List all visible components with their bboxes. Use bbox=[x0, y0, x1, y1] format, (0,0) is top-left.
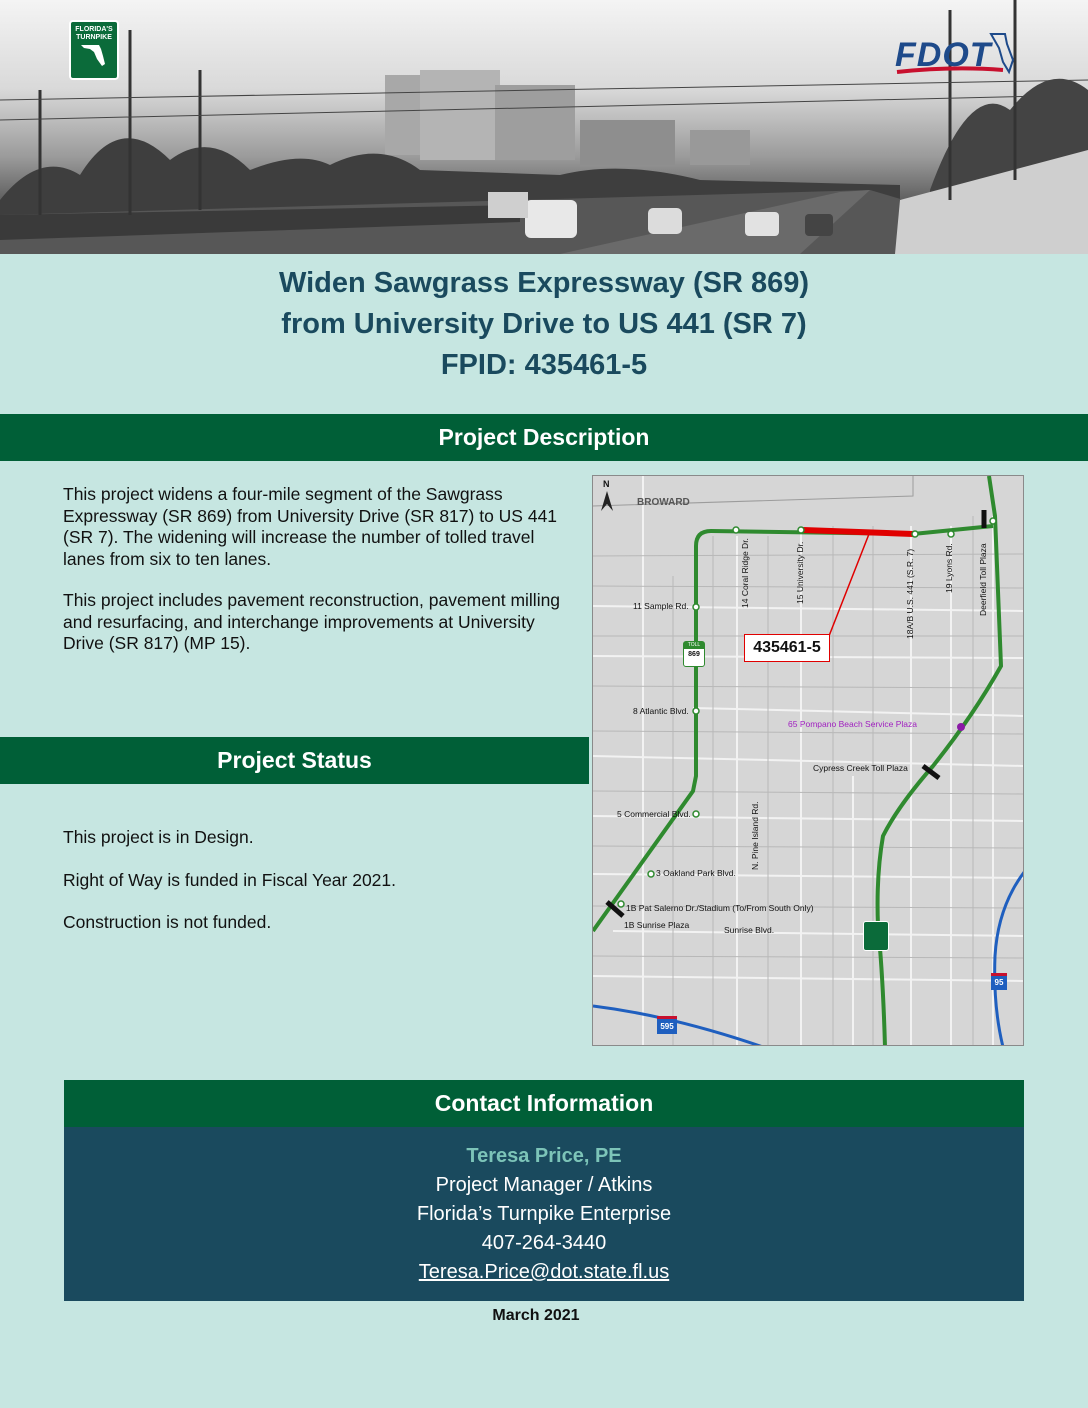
north-label: N bbox=[603, 479, 610, 489]
contact-name: Teresa Price, PE bbox=[466, 1145, 622, 1167]
label-atlantic: 8 Atlantic Blvd. bbox=[633, 706, 689, 716]
title-line-3: FPID: 435461-5 bbox=[440, 349, 648, 381]
header-photo bbox=[0, 0, 1088, 254]
page-title bbox=[0, 263, 1088, 386]
contact-panel bbox=[64, 1127, 1024, 1301]
contact-phone: 407-264-3440 bbox=[481, 1232, 607, 1254]
turnpike-logo bbox=[69, 20, 119, 80]
status-construction: Construction is not funded. bbox=[63, 912, 272, 932]
status-design: This project is in Design. bbox=[63, 827, 254, 847]
label-sunrise-plaza: 1B Sunrise Plaza bbox=[624, 920, 690, 930]
turnpike-logo-text: FLORIDA'S TURNPIKE bbox=[75, 26, 113, 41]
map-roads bbox=[593, 476, 1024, 1046]
label-coral-ridge: 14 Coral Ridge Dr. bbox=[740, 538, 750, 608]
label-pompano: 65 Pompano Beach Service Plaza bbox=[788, 719, 917, 729]
sr869-shield-top: TOLL bbox=[684, 642, 704, 649]
project-callout: 435461-5 bbox=[744, 634, 830, 662]
description-paragraph-2: This project includes pavement reconstruction, pavement milling and resurfacing, and interchange improvements at University Drive (SR 817) (MP 15). bbox=[63, 590, 561, 653]
project-description-heading: Project Description bbox=[0, 414, 1088, 461]
label-salerno: 1B Pat Salerno Dr./Stadium (To/From South Only) bbox=[626, 903, 814, 913]
turnpike-shield-icon bbox=[863, 921, 889, 951]
sr869-shield-number: 869 bbox=[688, 651, 700, 658]
label-deerfield: Deerfield Toll Plaza bbox=[978, 543, 988, 616]
contact-role: Project Manager / Atkins bbox=[435, 1174, 653, 1196]
description-paragraph-1: This project widens a four-mile segment of the Sawgrass Expressway (SR 869) from University Drive (SR 817) to US 441 (SR 7). The widening will increase the number of tolled travel lanes from six to ten lanes. bbox=[63, 484, 558, 569]
status-right-of-way: Right of Way is funded in Fiscal Year 2021. bbox=[63, 870, 397, 890]
fdot-swoosh-icon bbox=[893, 30, 1018, 80]
title-line-2: from University Drive to US 441 (SR 7) bbox=[281, 308, 807, 340]
contact-organization: Florida’s Turnpike Enterprise bbox=[416, 1203, 672, 1225]
label-oakland: 3 Oakland Park Blvd. bbox=[656, 868, 736, 878]
north-arrow-icon bbox=[601, 491, 613, 511]
project-location-map bbox=[592, 475, 1024, 1046]
i95-shield: 95 bbox=[991, 973, 1007, 990]
contact-heading: Contact Information bbox=[64, 1080, 1024, 1127]
label-sunrise-blvd: Sunrise Blvd. bbox=[724, 925, 775, 935]
label-pine-island: N. Pine Island Rd. bbox=[750, 801, 760, 870]
label-lyons: 19 Lyons Rd. bbox=[944, 543, 954, 593]
florida-shape-icon bbox=[79, 42, 109, 68]
publication-date: March 2021 bbox=[492, 1307, 580, 1324]
label-us441: 18A/B U.S. 441 (S.R. 7) bbox=[905, 548, 915, 639]
county-label: BROWARD bbox=[637, 497, 690, 508]
project-status-heading: Project Status bbox=[0, 737, 589, 784]
fdot-logo-text: FDOT bbox=[895, 36, 992, 74]
label-university: 15 University Dr. bbox=[795, 541, 805, 604]
label-sample: 11 Sample Rd. bbox=[633, 601, 689, 611]
label-commercial: 5 Commercial Blvd. bbox=[617, 809, 691, 819]
contact-email-link[interactable]: Teresa.Price@dot.state.fl.us bbox=[418, 1261, 670, 1283]
title-line-1: Widen Sawgrass Expressway (SR 869) bbox=[278, 267, 810, 299]
sr869-shield bbox=[683, 641, 705, 667]
label-cypress: Cypress Creek Toll Plaza bbox=[813, 763, 908, 773]
i595-shield: 595 bbox=[657, 1016, 677, 1034]
fdot-logo bbox=[893, 30, 1018, 80]
